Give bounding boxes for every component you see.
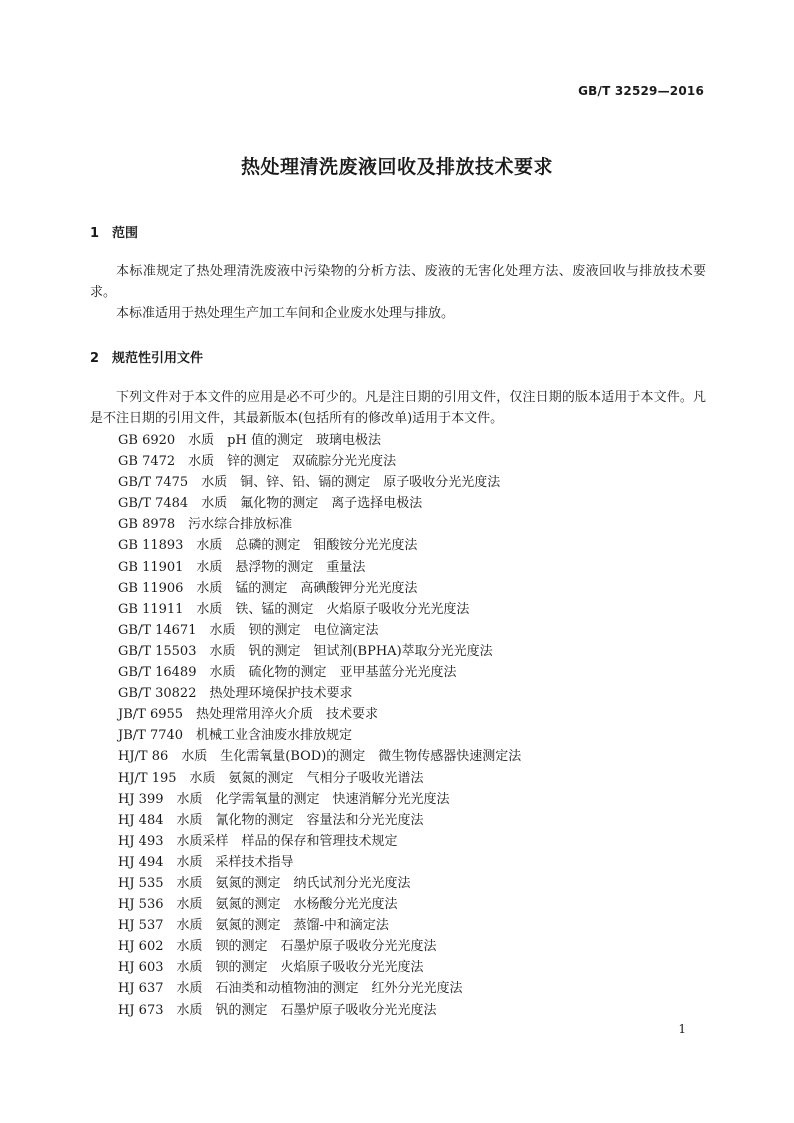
reference-item: GB/T 15503 水质 钒的测定 钽试剂(BPHA)萃取分光光度法 (118, 643, 493, 659)
reference-item: HJ 493 水质采样 样品的保存和管理技术规定 (118, 833, 398, 849)
reference-item: GB 11901 水质 悬浮物的测定 重量法 (118, 559, 366, 575)
reference-item: JB/T 7740 机械工业含油废水排放规定 (118, 728, 353, 744)
reference-item: GB/T 7475 水质 铜、锌、铅、镉的测定 原子吸收分光光度法 (118, 475, 501, 491)
reference-list (118, 430, 521, 1021)
reference-item: HJ 484 水质 氰化物的测定 容量法和分光光度法 (118, 812, 424, 828)
reference-item: HJ 673 水质 钒的测定 石墨炉原子吸收分光光度法 (118, 1002, 437, 1018)
section-number: 1 (90, 226, 100, 241)
references-intro: 下列文件对于本文件的应用是必不可少的。凡是注日期的引用文件，仅注日期的版本适用于本文件。凡是不注日期的引用文件，其最新版本(包括所有的修改单)适用于本文件。 (90, 390, 706, 426)
section-1-heading (90, 222, 138, 241)
document-title: 热处理清洗废液回收及排放技术要求 (240, 156, 553, 178)
standard-code: GB/T 32529—2016 (578, 84, 704, 98)
reference-item: HJ/T 86 水质 生化需氧量(BOD)的测定 微生物传感器快速测定法 (118, 749, 522, 765)
reference-item: GB 11906 水质 锰的测定 高碘酸钾分光光度法 (118, 580, 418, 596)
reference-item: GB 11893 水质 总磷的测定 钼酸铵分光光度法 (118, 538, 418, 554)
reference-item: HJ 399 水质 化学需氧量的测定 快速消解分光光度法 (118, 791, 450, 807)
reference-item: HJ 602 水质 钡的测定 石墨炉原子吸收分光光度法 (118, 939, 437, 955)
reference-item: GB/T 16489 水质 硫化物的测定 亚甲基蓝分光光度法 (118, 665, 457, 681)
reference-item: HJ 637 水质 石油类和动植物油的测定 红外分光光度法 (118, 981, 463, 997)
section-title: 范围 (112, 226, 139, 241)
reference-item: GB 6920 水质 pH 值的测定 玻璃电极法 (118, 433, 381, 448)
section-title: 规范性引用文件 (112, 351, 204, 366)
reference-item: HJ 603 水质 钡的测定 火焰原子吸收分光光度法 (118, 960, 424, 976)
reference-item: GB/T 14671 水质 钡的测定 电位滴定法 (118, 622, 379, 638)
reference-item: GB/T 7484 水质 氟化物的测定 离子选择电极法 (118, 496, 423, 512)
reference-item: HJ 494 水质 采样技术指导 (118, 854, 294, 870)
reference-item: HJ 536 水质 氨氮的测定 水杨酸分光光度法 (118, 897, 398, 913)
reference-item: HJ 535 水质 氨氮的测定 纳氏试剂分光光度法 (118, 875, 411, 891)
reference-item: GB/T 30822 热处理环境保护技术要求 (118, 686, 353, 702)
section-number: 2 (90, 351, 100, 366)
page-number: 1 (678, 1022, 686, 1036)
reference-item: GB 8978 污水综合排放标准 (118, 517, 293, 533)
scope-paragraph-2: 本标准适用于热处理生产加工车间和企业废水处理与排放。 (116, 306, 455, 321)
reference-item: GB 11911 水质 铁、锰的测定 火焰原子吸收分光光度法 (118, 601, 470, 617)
reference-item: HJ 537 水质 氨氮的测定 蒸馏-中和滴定法 (118, 918, 389, 934)
section-2-heading (90, 347, 203, 366)
scope-paragraph-1: 本标准规定了热处理清洗废液中污染物的分析方法、废液的无害化处理方法、废液回收与排放技术要求。 (90, 264, 706, 300)
reference-item: GB 7472 水质 锌的测定 双硫腙分光光度法 (118, 454, 397, 470)
reference-item: JB/T 6955 热处理常用淬火介质 技术要求 (118, 707, 379, 723)
reference-item: HJ/T 195 水质 氨氮的测定 气相分子吸收光谱法 (118, 770, 424, 786)
